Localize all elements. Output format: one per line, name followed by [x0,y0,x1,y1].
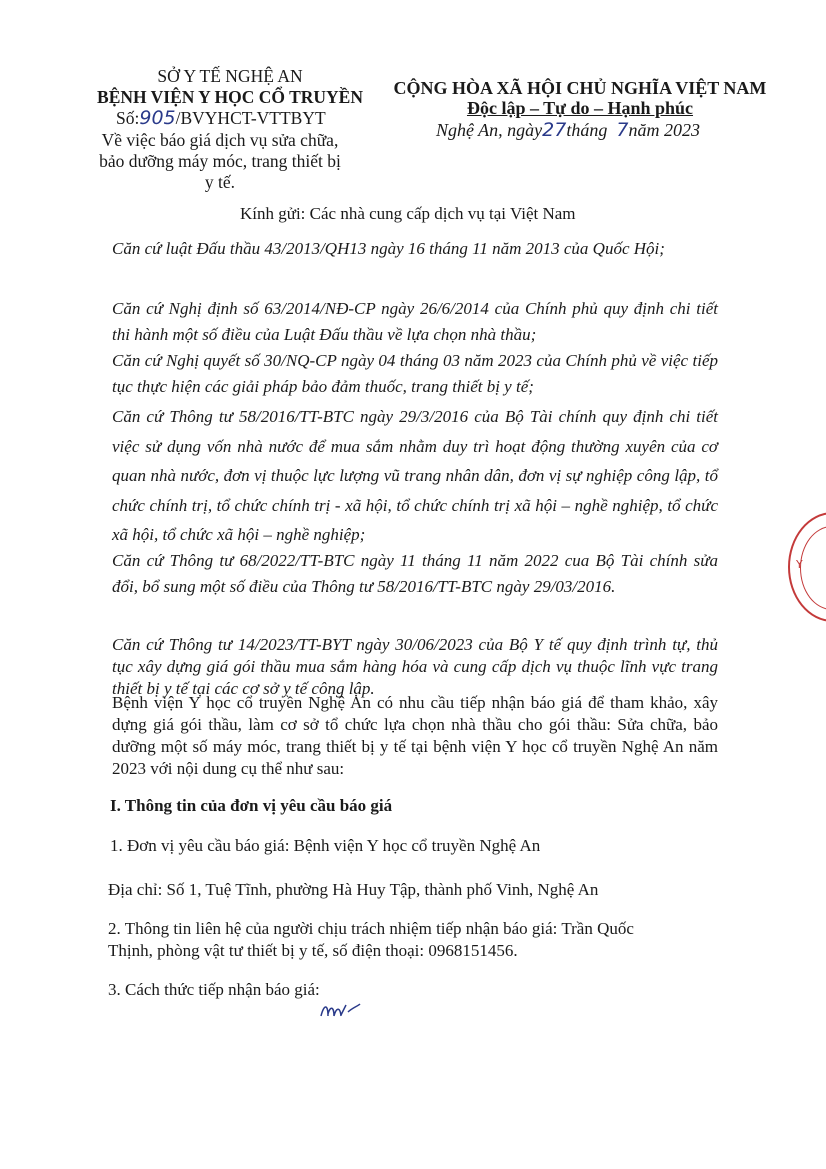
legal-basis-5: Căn cứ Thông tư 68/2022/TT-BTC ngày 11 tháng 11 năm 2022 cua Bộ Tài chính sửa đổi, bổ sung một số điều của Thông tư 58/2016/TT-BTC ngày 29/03/2016. [112,551,718,596]
national-motto [420,98,740,118]
date-prefix: Nghệ An, ngày [436,120,543,140]
item-requesting-unit: 1. Đơn vị yêu cầu báo giá: Bệnh viện Y học cổ truyền Nghệ An [110,836,541,855]
legal-basis-2: Căn cứ Nghị định số 63/2014/NĐ-CP ngày 26/6/2014 của Chính phủ quy định chi tiết thi hành một số điều của Luật Đấu thầu về lựa chọn nhà thầu; [112,299,718,344]
date-month: 7 [616,119,629,141]
ministry-name: SỞ Y TẾ NGHỆ AN [157,66,303,86]
number-handwritten: 905 [139,107,176,129]
legal-basis-6: Căn cứ Thông tư 14/2023/TT-BYT ngày 30/06/2023 của Bộ Y tế quy định trình tự, thủ tục xây dựng giá gói thầu mua sắm hàng hóa và cung cấp dịch vụ thuộc lĩnh vực trang thiết bị y tế tại các cơ sở y tế công lập. [112,635,718,698]
subject-line-1: Về việc báo giá dịch vụ sửa chữa, [101,130,339,150]
item-contact: 2. Thông tin liên hệ của người chịu trách nhiệm tiếp nhận báo giá: Trần Quốc Thịnh, phòng vật tư thiết bị y tế, số điện thoại: 0968151456. [108,919,634,960]
document-number [116,108,326,128]
number-suffix: /BVYHCT-VTTBYT [175,108,326,128]
subject-line-3: y tế. [204,172,236,192]
hospital-name: BỆNH VIỆN Y HỌC CỔ TRUYỀN [97,87,363,107]
item-receiving-method: 3. Cách thức tiếp nhận báo giá: [108,980,320,999]
legal-basis-1: Căn cứ luật Đấu thầu 43/2013/QH13 ngày 16 tháng 11 năm 2013 của Quốc Hội; [112,239,665,258]
nation-title: CỘNG HÒA XÃ HỘI CHỦ NGHĨA VIỆT NAM [393,78,767,98]
section-title: I. Thông tin của đơn vị yêu cầu báo giá [110,796,393,815]
legal-basis-4: Căn cứ Thông tư 58/2016/TT-BTC ngày 29/3/2016 của Bộ Tài chính quy định chi tiết việc sử dụng vốn nhà nước để mua sắm nhằm duy trì hoạt động thường xuyên của cơ quan nhà nước, đơn vị thuộc lực lượng vũ trang nhân dân, đơn vị sự nghiệp công lập, tổ chức chính trị, tổ chức chính trị - xã hội, tổ chức chính trị xã hội – nghề nghiệp, tổ chức xã hội, tổ chức xã hội – nghề nghiệp; [112,407,718,544]
document-date [436,120,700,140]
motto-text: Độc lập – Tự do – Hạnh phúc [466,98,694,118]
item-address: Địa chỉ: Số 1, Tuệ Tĩnh, phường Hà Huy Tập, thành phố Vinh, Nghệ An [108,880,599,899]
official-stamp-icon [788,512,826,622]
date-year: năm 2023 [628,120,700,140]
date-month-label: tháng [566,120,608,140]
date-day: 27 [542,119,567,141]
stamp-mark: Y [796,558,803,571]
number-label: Số: [116,108,140,128]
subject-line-2: bảo dưỡng máy móc, trang thiết bị [99,151,341,171]
recipient-line: Kính gửi: Các nhà cung cấp dịch vụ tại Việt Nam [240,204,576,223]
intro-paragraph: Bệnh viện Y học cổ truyền Nghệ An có nhu cầu tiếp nhận báo giá để tham khảo, xây dựng giá gói thầu, làm cơ sở tổ chức lựa chọn nhà thầu cho gói thầu: Sửa chữa, bảo dưỡng một số máy móc, trang thiết bị y tế tại bệnh viện Y học cổ truyền Nghệ An năm 2023 với nội dung cụ thể như sau: [112,693,718,778]
legal-basis-3: Căn cứ Nghị quyết số 30/NQ-CP ngày 04 tháng 03 năm 2023 của Chính phủ về việc tiếp tục thực hiện các giải pháp bảo đảm thuốc, trang thiết bị y tế; [112,351,718,396]
handwritten-initial-icon [318,1000,362,1022]
